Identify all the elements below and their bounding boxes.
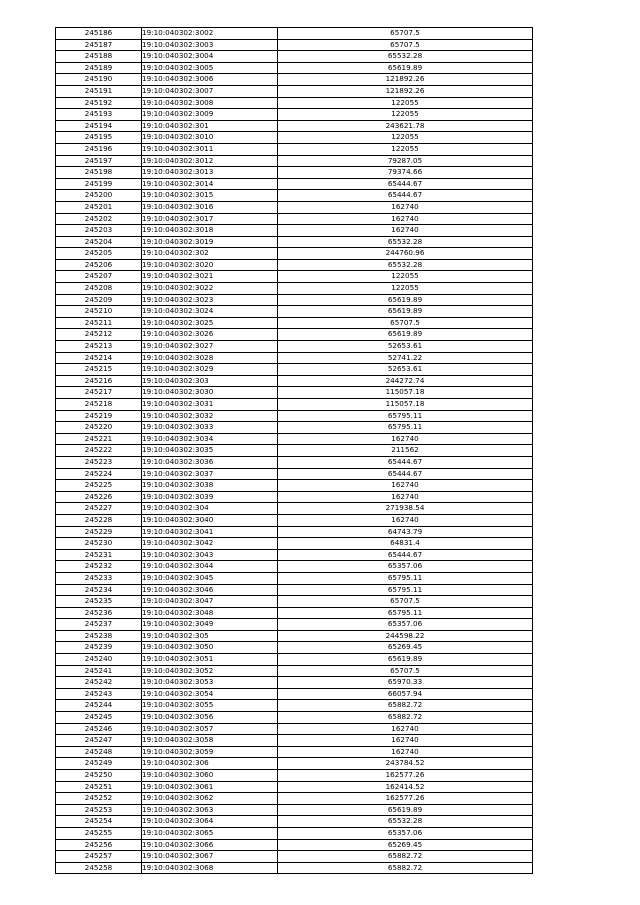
row-number-cell: 245201	[56, 201, 142, 213]
cadastral-number-cell: 19:10:040302:303	[142, 375, 278, 387]
row-number-cell: 245188	[56, 51, 142, 63]
cadastral-number-cell: 19:10:040302:3046	[142, 584, 278, 596]
value-cell: 52741.22	[278, 352, 533, 364]
cadastral-number-cell: 19:10:040302:3002	[142, 28, 278, 40]
table-row	[56, 758, 533, 770]
row-number-cell: 245211	[56, 317, 142, 329]
row-number-cell: 245186	[56, 28, 142, 40]
table-row	[56, 51, 533, 63]
value-cell: 64831.4	[278, 538, 533, 550]
value-cell: 64743.79	[278, 526, 533, 538]
row-number-cell: 245250	[56, 770, 142, 782]
table-row	[56, 827, 533, 839]
table-row	[56, 677, 533, 689]
table-row	[56, 770, 533, 782]
row-number-cell: 245243	[56, 688, 142, 700]
table-row	[56, 155, 533, 167]
row-number-cell: 245196	[56, 143, 142, 155]
row-number-cell: 245258	[56, 862, 142, 874]
row-number-cell: 245209	[56, 294, 142, 306]
value-cell: 162740	[278, 433, 533, 445]
value-cell: 115057.18	[278, 387, 533, 399]
row-number-cell: 245205	[56, 248, 142, 260]
cadastral-number-cell: 19:10:040302:3048	[142, 607, 278, 619]
cadastral-number-cell: 19:10:040302:3030	[142, 387, 278, 399]
table-row	[56, 236, 533, 248]
cadastral-number-cell: 19:10:040302:3065	[142, 827, 278, 839]
table-row	[56, 341, 533, 353]
cadastral-value-table	[55, 27, 533, 874]
cadastral-number-cell: 19:10:040302:3021	[142, 271, 278, 283]
value-cell: 65357.06	[278, 561, 533, 573]
value-cell: 65269.45	[278, 839, 533, 851]
value-cell: 65882.72	[278, 712, 533, 724]
cadastral-number-cell: 19:10:040302:3033	[142, 422, 278, 434]
row-number-cell: 245206	[56, 259, 142, 271]
table-row	[56, 607, 533, 619]
cadastral-number-cell: 19:10:040302:3019	[142, 236, 278, 248]
table-row	[56, 225, 533, 237]
table-row	[56, 839, 533, 851]
cadastral-number-cell: 19:10:040302:3006	[142, 74, 278, 86]
cadastral-number-cell: 19:10:040302:3032	[142, 410, 278, 422]
table-row	[56, 862, 533, 874]
cadastral-number-cell: 19:10:040302:3027	[142, 341, 278, 353]
table-row	[56, 561, 533, 573]
row-number-cell: 245194	[56, 120, 142, 132]
cadastral-number-cell: 19:10:040302:3050	[142, 642, 278, 654]
value-cell: 65357.06	[278, 827, 533, 839]
row-number-cell: 245246	[56, 723, 142, 735]
table-row	[56, 642, 533, 654]
cadastral-number-cell: 19:10:040302:3045	[142, 572, 278, 584]
table-row	[56, 804, 533, 816]
cadastral-number-cell: 19:10:040302:3020	[142, 259, 278, 271]
value-cell: 121892.26	[278, 85, 533, 97]
table-row	[56, 712, 533, 724]
row-number-cell: 245253	[56, 804, 142, 816]
table-row	[56, 654, 533, 666]
table-row	[56, 39, 533, 51]
value-cell: 65795.11	[278, 584, 533, 596]
value-cell: 122055	[278, 132, 533, 144]
table-row	[56, 491, 533, 503]
row-number-cell: 245252	[56, 793, 142, 805]
value-cell: 65357.06	[278, 619, 533, 631]
value-cell: 65707.5	[278, 28, 533, 40]
cadastral-number-cell: 19:10:040302:3054	[142, 688, 278, 700]
row-number-cell: 245190	[56, 74, 142, 86]
cadastral-number-cell: 19:10:040302:306	[142, 758, 278, 770]
row-number-cell: 245199	[56, 178, 142, 190]
table-row	[56, 85, 533, 97]
cadastral-number-cell: 19:10:040302:3003	[142, 39, 278, 51]
row-number-cell: 245224	[56, 468, 142, 480]
value-cell: 65707.5	[278, 665, 533, 677]
table-row	[56, 514, 533, 526]
table-row	[56, 28, 533, 40]
value-cell: 65795.11	[278, 422, 533, 434]
cadastral-number-cell: 19:10:040302:3060	[142, 770, 278, 782]
value-cell: 65882.72	[278, 851, 533, 863]
row-number-cell: 245215	[56, 364, 142, 376]
cadastral-number-cell: 19:10:040302:3007	[142, 85, 278, 97]
value-cell: 65444.67	[278, 468, 533, 480]
cadastral-number-cell: 19:10:040302:3011	[142, 143, 278, 155]
row-number-cell: 245208	[56, 283, 142, 295]
cadastral-number-cell: 19:10:040302:3051	[142, 654, 278, 666]
value-cell: 122055	[278, 143, 533, 155]
row-number-cell: 245230	[56, 538, 142, 550]
value-cell: 162740	[278, 746, 533, 758]
row-number-cell: 245247	[56, 735, 142, 747]
value-cell: 65619.89	[278, 306, 533, 318]
cadastral-number-cell: 19:10:040302:3005	[142, 62, 278, 74]
cadastral-number-cell: 19:10:040302:3053	[142, 677, 278, 689]
value-cell: 122055	[278, 271, 533, 283]
table-row	[56, 630, 533, 642]
table-row	[56, 352, 533, 364]
table-row	[56, 167, 533, 179]
value-cell: 65795.11	[278, 410, 533, 422]
row-number-cell: 245244	[56, 700, 142, 712]
value-cell: 244598.22	[278, 630, 533, 642]
cadastral-number-cell: 19:10:040302:304	[142, 503, 278, 515]
cadastral-number-cell: 19:10:040302:3049	[142, 619, 278, 631]
value-cell: 243784.52	[278, 758, 533, 770]
table-row	[56, 213, 533, 225]
cadastral-number-cell: 19:10:040302:3018	[142, 225, 278, 237]
cadastral-number-cell: 19:10:040302:3014	[142, 178, 278, 190]
table-row	[56, 294, 533, 306]
value-cell: 52653.61	[278, 341, 533, 353]
row-number-cell: 245220	[56, 422, 142, 434]
cadastral-number-cell: 19:10:040302:3043	[142, 549, 278, 561]
value-cell: 65532.28	[278, 259, 533, 271]
row-number-cell: 245189	[56, 62, 142, 74]
value-cell: 121892.26	[278, 74, 533, 86]
row-number-cell: 245242	[56, 677, 142, 689]
table-row	[56, 480, 533, 492]
table-row	[56, 399, 533, 411]
cadastral-number-cell: 19:10:040302:3022	[142, 283, 278, 295]
cadastral-number-cell: 19:10:040302:3058	[142, 735, 278, 747]
value-cell: 162740	[278, 480, 533, 492]
cadastral-number-cell: 19:10:040302:3044	[142, 561, 278, 573]
row-number-cell: 245195	[56, 132, 142, 144]
row-number-cell: 245217	[56, 387, 142, 399]
value-cell: 65882.72	[278, 700, 533, 712]
value-cell: 52653.61	[278, 364, 533, 376]
value-cell: 122055	[278, 97, 533, 109]
cadastral-number-cell: 19:10:040302:3008	[142, 97, 278, 109]
value-cell: 162740	[278, 514, 533, 526]
cadastral-number-cell: 19:10:040302:3061	[142, 781, 278, 793]
row-number-cell: 245241	[56, 665, 142, 677]
cadastral-number-cell: 19:10:040302:3068	[142, 862, 278, 874]
value-cell: 244272.74	[278, 375, 533, 387]
value-cell: 65444.67	[278, 178, 533, 190]
table-row	[56, 422, 533, 434]
cadastral-number-cell: 19:10:040302:3016	[142, 201, 278, 213]
value-cell: 65882.72	[278, 862, 533, 874]
row-number-cell: 245191	[56, 85, 142, 97]
row-number-cell: 245207	[56, 271, 142, 283]
row-number-cell: 245249	[56, 758, 142, 770]
value-cell: 162414.52	[278, 781, 533, 793]
table-row	[56, 178, 533, 190]
row-number-cell: 245192	[56, 97, 142, 109]
cadastral-number-cell: 19:10:040302:3026	[142, 329, 278, 341]
value-cell: 65532.28	[278, 816, 533, 828]
value-cell: 65619.89	[278, 294, 533, 306]
cadastral-number-cell: 19:10:040302:3047	[142, 596, 278, 608]
table-row	[56, 143, 533, 155]
row-number-cell: 245233	[56, 572, 142, 584]
table-row	[56, 781, 533, 793]
value-cell: 162740	[278, 723, 533, 735]
value-cell: 211562	[278, 445, 533, 457]
value-cell: 65707.5	[278, 596, 533, 608]
value-cell: 65707.5	[278, 39, 533, 51]
cadastral-number-cell: 19:10:040302:302	[142, 248, 278, 260]
table-row	[56, 329, 533, 341]
table-row	[56, 364, 533, 376]
table-row	[56, 526, 533, 538]
table-body	[56, 28, 533, 874]
cadastral-number-cell: 19:10:040302:3009	[142, 109, 278, 121]
table-row	[56, 271, 533, 283]
value-cell: 65619.89	[278, 329, 533, 341]
table-row	[56, 190, 533, 202]
table-row	[56, 97, 533, 109]
cadastral-number-cell: 19:10:040302:3012	[142, 155, 278, 167]
table-row	[56, 723, 533, 735]
table-row	[56, 283, 533, 295]
cadastral-number-cell: 19:10:040302:3010	[142, 132, 278, 144]
cadastral-number-cell: 19:10:040302:3004	[142, 51, 278, 63]
table-row	[56, 746, 533, 758]
table-row	[56, 410, 533, 422]
table-row	[56, 503, 533, 515]
row-number-cell: 245236	[56, 607, 142, 619]
table-row	[56, 387, 533, 399]
row-number-cell: 245232	[56, 561, 142, 573]
table-row	[56, 816, 533, 828]
table-row	[56, 456, 533, 468]
table-row	[56, 201, 533, 213]
row-number-cell: 245239	[56, 642, 142, 654]
table-row	[56, 259, 533, 271]
row-number-cell: 245216	[56, 375, 142, 387]
row-number-cell: 245254	[56, 816, 142, 828]
cadastral-number-cell: 19:10:040302:3055	[142, 700, 278, 712]
value-cell: 122055	[278, 283, 533, 295]
cadastral-number-cell: 19:10:040302:3063	[142, 804, 278, 816]
cadastral-number-cell: 19:10:040302:3035	[142, 445, 278, 457]
value-cell: 65707.5	[278, 317, 533, 329]
value-cell: 66057.94	[278, 688, 533, 700]
cadastral-number-cell: 19:10:040302:3024	[142, 306, 278, 318]
row-number-cell: 245227	[56, 503, 142, 515]
value-cell: 162740	[278, 735, 533, 747]
table-row	[56, 62, 533, 74]
row-number-cell: 245238	[56, 630, 142, 642]
row-number-cell: 245231	[56, 549, 142, 561]
cadastral-number-cell: 19:10:040302:3015	[142, 190, 278, 202]
value-cell: 65619.89	[278, 804, 533, 816]
cadastral-number-cell: 19:10:040302:3017	[142, 213, 278, 225]
value-cell: 162740	[278, 225, 533, 237]
row-number-cell: 245245	[56, 712, 142, 724]
value-cell: 65970.33	[278, 677, 533, 689]
cadastral-number-cell: 19:10:040302:301	[142, 120, 278, 132]
cadastral-number-cell: 19:10:040302:3029	[142, 364, 278, 376]
table-row	[56, 120, 533, 132]
cadastral-number-cell: 19:10:040302:3064	[142, 816, 278, 828]
table-row	[56, 549, 533, 561]
table-row	[56, 132, 533, 144]
value-cell: 65619.89	[278, 62, 533, 74]
table-row	[56, 538, 533, 550]
cadastral-number-cell: 19:10:040302:3052	[142, 665, 278, 677]
table-row	[56, 468, 533, 480]
row-number-cell: 245237	[56, 619, 142, 631]
row-number-cell: 245248	[56, 746, 142, 758]
cadastral-number-cell: 19:10:040302:3023	[142, 294, 278, 306]
cadastral-number-cell: 19:10:040302:3066	[142, 839, 278, 851]
value-cell: 162577.26	[278, 770, 533, 782]
table-row	[56, 584, 533, 596]
value-cell: 65532.28	[278, 236, 533, 248]
cadastral-number-cell: 19:10:040302:3038	[142, 480, 278, 492]
row-number-cell: 245203	[56, 225, 142, 237]
value-cell: 122055	[278, 109, 533, 121]
table-row	[56, 375, 533, 387]
row-number-cell: 245202	[56, 213, 142, 225]
table-row	[56, 700, 533, 712]
cadastral-number-cell: 19:10:040302:3037	[142, 468, 278, 480]
row-number-cell: 245234	[56, 584, 142, 596]
row-number-cell: 245257	[56, 851, 142, 863]
row-number-cell: 245218	[56, 399, 142, 411]
row-number-cell: 245255	[56, 827, 142, 839]
value-cell: 65444.67	[278, 190, 533, 202]
table-row	[56, 109, 533, 121]
value-cell: 244760.96	[278, 248, 533, 260]
value-cell: 65532.28	[278, 51, 533, 63]
value-cell: 162740	[278, 201, 533, 213]
cadastral-number-cell: 19:10:040302:3034	[142, 433, 278, 445]
cadastral-number-cell: 19:10:040302:3057	[142, 723, 278, 735]
row-number-cell: 245228	[56, 514, 142, 526]
cadastral-number-cell: 19:10:040302:305	[142, 630, 278, 642]
cadastral-number-cell: 19:10:040302:3036	[142, 456, 278, 468]
table-row	[56, 445, 533, 457]
cadastral-number-cell: 19:10:040302:3067	[142, 851, 278, 863]
row-number-cell: 245219	[56, 410, 142, 422]
table-row	[56, 248, 533, 260]
value-cell: 79287.05	[278, 155, 533, 167]
row-number-cell: 245212	[56, 329, 142, 341]
table-row	[56, 851, 533, 863]
cadastral-number-cell: 19:10:040302:3056	[142, 712, 278, 724]
value-cell: 65269.45	[278, 642, 533, 654]
row-number-cell: 245221	[56, 433, 142, 445]
cadastral-number-cell: 19:10:040302:3059	[142, 746, 278, 758]
cadastral-number-cell: 19:10:040302:3039	[142, 491, 278, 503]
table-row	[56, 317, 533, 329]
value-cell: 243621.78	[278, 120, 533, 132]
row-number-cell: 245214	[56, 352, 142, 364]
row-number-cell: 245223	[56, 456, 142, 468]
row-number-cell: 245200	[56, 190, 142, 202]
value-cell: 115057.18	[278, 399, 533, 411]
cadastral-number-cell: 19:10:040302:3028	[142, 352, 278, 364]
cadastral-number-cell: 19:10:040302:3025	[142, 317, 278, 329]
cadastral-number-cell: 19:10:040302:3062	[142, 793, 278, 805]
value-cell: 162740	[278, 213, 533, 225]
row-number-cell: 245226	[56, 491, 142, 503]
row-number-cell: 245222	[56, 445, 142, 457]
value-cell: 65795.11	[278, 607, 533, 619]
row-number-cell: 245235	[56, 596, 142, 608]
table-row	[56, 688, 533, 700]
row-number-cell: 245193	[56, 109, 142, 121]
row-number-cell: 245251	[56, 781, 142, 793]
cadastral-number-cell: 19:10:040302:3013	[142, 167, 278, 179]
row-number-cell: 245229	[56, 526, 142, 538]
value-cell: 65795.11	[278, 572, 533, 584]
table-row	[56, 665, 533, 677]
row-number-cell: 245256	[56, 839, 142, 851]
table-row	[56, 74, 533, 86]
row-number-cell: 245198	[56, 167, 142, 179]
table-row	[56, 596, 533, 608]
value-cell: 65444.67	[278, 549, 533, 561]
value-cell: 65444.67	[278, 456, 533, 468]
row-number-cell: 245213	[56, 341, 142, 353]
row-number-cell: 245204	[56, 236, 142, 248]
cadastral-number-cell: 19:10:040302:3041	[142, 526, 278, 538]
table-row	[56, 572, 533, 584]
cadastral-number-cell: 19:10:040302:3042	[142, 538, 278, 550]
cadastral-number-cell: 19:10:040302:3040	[142, 514, 278, 526]
value-cell: 79374.66	[278, 167, 533, 179]
table-row	[56, 735, 533, 747]
value-cell: 162577.26	[278, 793, 533, 805]
value-cell: 271938.54	[278, 503, 533, 515]
table-row	[56, 619, 533, 631]
table-row	[56, 306, 533, 318]
value-cell: 162740	[278, 491, 533, 503]
table-row	[56, 793, 533, 805]
row-number-cell: 245225	[56, 480, 142, 492]
row-number-cell: 245187	[56, 39, 142, 51]
cadastral-number-cell: 19:10:040302:3031	[142, 399, 278, 411]
row-number-cell: 245210	[56, 306, 142, 318]
row-number-cell: 245197	[56, 155, 142, 167]
value-cell: 65619.89	[278, 654, 533, 666]
table-row	[56, 433, 533, 445]
row-number-cell: 245240	[56, 654, 142, 666]
